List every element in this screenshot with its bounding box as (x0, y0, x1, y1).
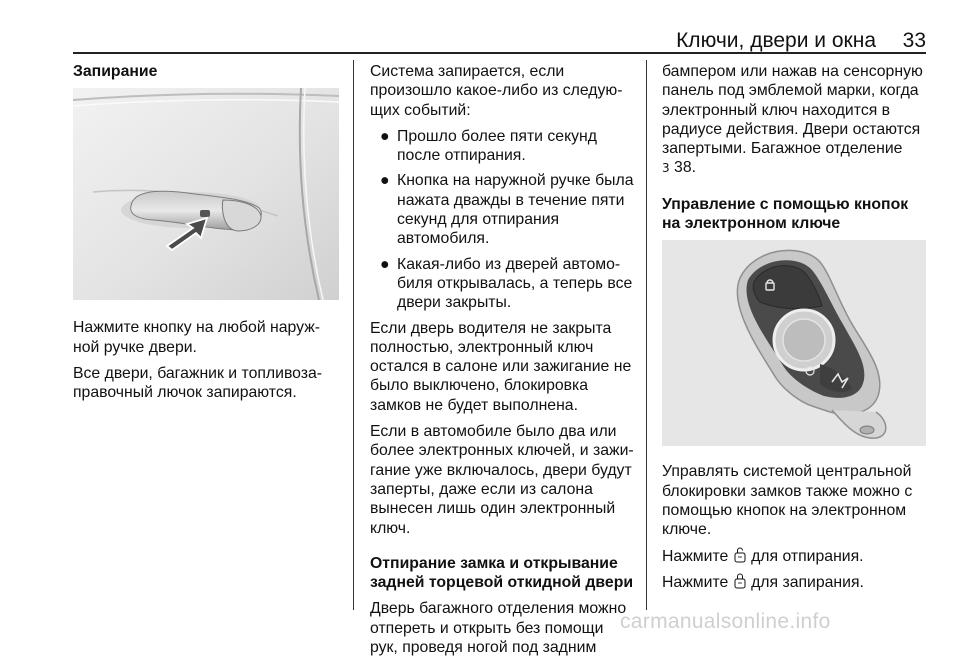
electronic-key-fob-illustration (662, 240, 926, 446)
paragraph-tailgate: Дверь багажного отделения можно отпереть и открыть без помощи рук, проведя ногой под задним (370, 600, 627, 657)
paragraph-two-keys: Если в автомобиле было два или более электронных ключей, и зажи-гание уже включалось, двери будут заперты, даже если из салона вынесен лишь один электронный ключ. (370, 423, 634, 537)
chapter-title: Ключи, двери и окна (676, 29, 876, 52)
column-2 (370, 62, 634, 664)
section-heading-locking: Запирание (73, 63, 158, 80)
paragraph-press-handle: Нажмите кнопку на любой наруж-ной ручке двери. (73, 319, 321, 356)
bullet-icon: ● (380, 255, 390, 273)
column-divider-1 (353, 60, 354, 610)
bullet-icon: ● (380, 127, 390, 145)
paragraph-driver-door: Если дверь водителя не закрыта полностью, электронный ключ остался в салоне или зажигание не было выключено, блокировка замков не будет выполнена. (370, 319, 632, 414)
door-handle-figure (73, 88, 339, 300)
unlock-icon (734, 547, 746, 563)
bullet-icon: ● (380, 172, 390, 190)
paragraph-system-locks-if: Система запирается, если произошло какое-либо из следую-щих событий: (370, 63, 623, 119)
column-divider-2 (646, 60, 647, 610)
lock-icon (734, 573, 746, 589)
section-heading-key-buttons: Управление с помощью кнопок на электронном ключе (662, 195, 909, 233)
paragraph-press-unlock: Нажмите для отпирания. (662, 547, 864, 565)
page-header (73, 30, 926, 52)
page-reference-link[interactable]: 38. (674, 159, 696, 177)
list-item: ● Кнопка на наружной ручке была нажата дважды в течение пяти секунд для отпирания автомобиля. (380, 172, 634, 248)
page-number: 33 (902, 29, 926, 52)
column-1 (73, 62, 339, 409)
watermark-text: carmanualsonline.info (620, 610, 831, 633)
car-door-handle-illustration (73, 88, 339, 300)
page-reference-arrow-icon: 3 (662, 161, 670, 176)
paragraph-tailgate-continued: бампером или нажав на сенсорную панель под эмблемой марки, когда электронный ключ находится в радиусе действия. Двери остаются запертыми. Багажное отделение 3 38. (662, 63, 923, 177)
paragraph-press-lock: Нажмите для запирания. (662, 573, 864, 591)
key-fob-figure (662, 240, 926, 446)
list-item: ● Какая-либо из дверей автомо-биля открывалась, а теперь все двери закрыты. (380, 255, 633, 312)
paragraph-all-doors-locked: Все двери, багажник и топливоза-правочный лючок запираются. (73, 364, 323, 402)
section-heading-tailgate: Отпирание замка и открывание задней торцевой откидной двери (370, 554, 634, 592)
list-item: ● Прошло более пяти секунд после отпирания. (380, 127, 597, 165)
header-divider (73, 52, 926, 54)
column-3 (662, 62, 928, 599)
conditions-list (370, 127, 634, 313)
paragraph-central-locking: Управлять системой центральной блокировки замков также можно с помощью кнопок на электронном ключе. (662, 463, 913, 539)
